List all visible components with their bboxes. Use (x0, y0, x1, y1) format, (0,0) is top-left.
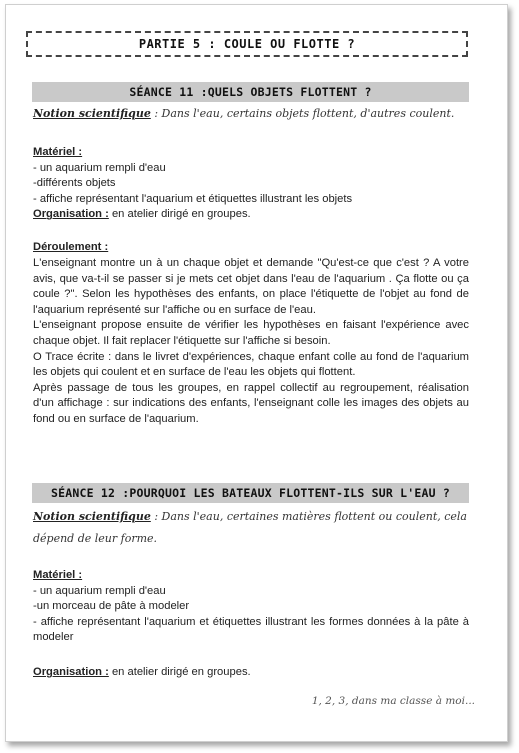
seance-12-notion (33, 506, 469, 550)
materiel-item: -différents objets (33, 177, 116, 190)
materiel-item: - un aquarium rempli d'eau (33, 161, 166, 174)
notion-text: : Dans l'eau, certains objets flottent, d'autres coulent. (150, 107, 455, 120)
seance-11-notion (33, 106, 469, 123)
materiel-item: - un aquarium rempli d'eau (33, 584, 166, 597)
footer-signature: 1, 2, 3, dans ma classe à moi... (311, 695, 475, 707)
seance-11-deroulement-label (33, 240, 469, 256)
seance-12-materiel (33, 568, 469, 646)
deroulement-paragraph: L'enseignant propose ensuite de vérifier les hypothèses en faisant l'expérience avec chaque objet. Il fait replacer l'étiquette sur l'affiche si besoin. (33, 319, 469, 347)
organisation-text: en atelier dirigé en groupes. (108, 208, 251, 221)
deroulement-paragraph: L'enseignant montre un à un chaque objet et demande "Qu'est-ce que c'est ? A votre avis, que va-t-il se passer si je mets cet objet dans l'eau de l'aquarium . Ça flotte ou ça coule ?". Selon les hypothèses des enfants, on place l'étiquette de l'objet au fond de l'aquarium représenté sur l'affiche ou en surface de l'eau. (33, 257, 469, 316)
organisation-label: Organisation : (33, 666, 109, 678)
materiel-item: - affiche représentant l'aquarium et étiquettes illustrant les objets (33, 192, 353, 205)
seance-12-organisation (33, 665, 469, 681)
materiel-label: Matériel : (33, 146, 83, 158)
organisation-label: Organisation : (33, 208, 109, 221)
notion-text: : Dans l'eau, certaines matières flottent ou coulent, cela dépend de leur forme. (33, 510, 467, 545)
deroulement-label: Déroulement : (33, 241, 109, 253)
notion-label: Notion scientifique (33, 107, 151, 120)
seance-11-title: SÉANCE 11 :QUELS OBJETS FLOTTENT ? (32, 82, 469, 102)
seance-12-title: SÉANCE 12 :POURQUOI LES BATEAUX FLOTTENT-ILS SUR L'EAU ? (32, 483, 469, 503)
deroulement-paragraph: Après passage de tous les groupes, en rappel collectif au regroupement, réalisation d'un affichage : sur indications des enfants, l'enseignant colle les images des objets au fond ou en surface de l'aquarium. (33, 381, 469, 425)
materiel-item: - affiche représentant l'aquarium et étiquettes illustrant les formes données à la pâte à modeler (33, 615, 469, 644)
seance-11-materiel (33, 145, 469, 223)
materiel-label: Matériel : (33, 569, 83, 581)
deroulement-paragraph: O Trace écrite : dans le livret d'expériences, chaque enfant colle au fond de l'aquarium les objets qui coulent et en surface de l'eau les objets qui flottent. (33, 350, 469, 379)
materiel-item: -un morceau de pâte à modeler (33, 600, 190, 613)
seance-11-deroulement (33, 256, 469, 428)
organisation-text: en atelier dirigé en groupes. (108, 666, 251, 678)
part-title: PARTIE 5 : COULE OU FLOTTE ? (26, 31, 468, 57)
notion-label: Notion scientifique (33, 510, 151, 523)
